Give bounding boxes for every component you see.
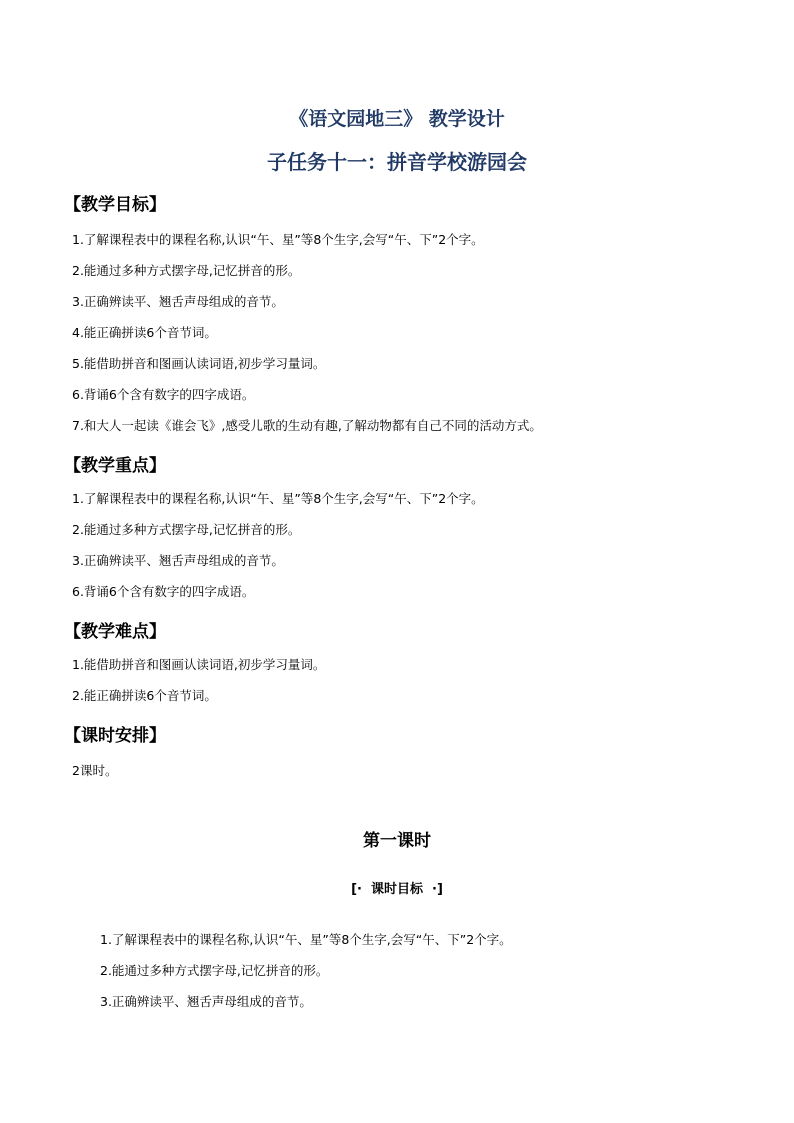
key-points-heading: 【教学重点】 <box>64 456 166 476</box>
goals-heading: 【教学目标】 <box>64 195 166 215</box>
key-point-item: 1.了解课程表中的课程名称,认识“午、星”等8个生字,会写“午、下”2个字。 <box>72 491 484 506</box>
goal-item: 3.正确辨读平、翘舌声母组成的音节。 <box>72 294 284 309</box>
difficulty-item: 2.能正确拼读6个音节词。 <box>72 688 217 703</box>
goal-item: 2.能通过多种方式摆字母,记忆拼音的形。 <box>72 263 301 278</box>
document-subtitle: 子任务十一：拼音学校游园会 <box>267 150 527 174</box>
difficulty-item: 1.能借助拼音和图画认读词语,初步学习量词。 <box>72 657 326 672</box>
schedule-text: 2课时。 <box>72 763 118 778</box>
goal-item: 4.能正确拼读6个音节词。 <box>72 325 217 340</box>
document-title: 《语文园地三》 教学设计 <box>289 108 505 130</box>
goal-item: 1.了解课程表中的课程名称,认识“午、星”等8个生字,会写“午、下”2个字。 <box>72 232 484 247</box>
lesson-title: 第一课时 <box>363 831 431 851</box>
key-point-item: 3.正确辨读平、翘舌声母组成的音节。 <box>72 553 284 568</box>
lesson-goal-item: 3.正确辨读平、翘舌声母组成的音节。 <box>100 994 312 1009</box>
goal-item: 6.背诵6个含有数字的四字成语。 <box>72 387 255 402</box>
lesson-goal-item: 2.能通过多种方式摆字母,记忆拼音的形。 <box>100 963 329 978</box>
key-point-item: 6.背诵6个含有数字的四字成语。 <box>72 584 255 599</box>
key-point-item: 2.能通过多种方式摆字母,记忆拼音的形。 <box>72 522 301 537</box>
goal-item: 7.和大人一起读《谁会飞》,感受儿歌的生动有趣,了解动物都有自己不同的活动方式。 <box>72 418 542 433</box>
goal-item: 5.能借助拼音和图画认读词语,初步学习量词。 <box>72 356 326 371</box>
lesson-goals-heading: [· 课时目标 ·] <box>351 882 443 897</box>
difficulties-heading: 【教学难点】 <box>64 622 166 642</box>
lesson-goal-item: 1.了解课程表中的课程名称,认识“午、星”等8个生字,会写“午、下”2个字。 <box>100 932 512 947</box>
schedule-heading: 【课时安排】 <box>64 726 166 746</box>
